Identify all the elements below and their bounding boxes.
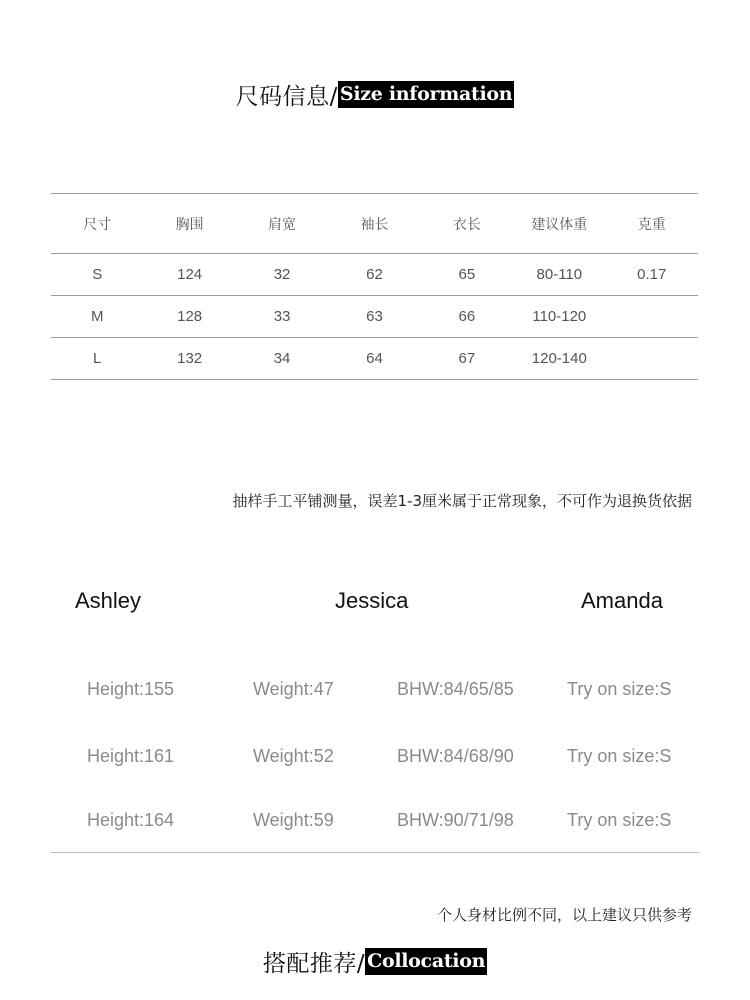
collocation-title-chinese: 搭配推荐/: [262, 951, 366, 977]
table-cell: 63: [328, 296, 420, 338]
model-weight: Weight:52: [253, 746, 334, 766]
table-cell: [606, 338, 698, 380]
collocation-title-english: Collocation: [365, 948, 487, 975]
model-weight: Weight:47: [253, 679, 334, 699]
header-length: 衣长: [421, 194, 513, 254]
model-bhw: BHW:84/68/90: [397, 746, 514, 766]
model-name-ashley: Ashley: [75, 588, 142, 613]
model-try-on-size: Try on size:S: [567, 746, 672, 766]
table-row: [51, 296, 698, 338]
table-cell: 67: [421, 338, 513, 380]
model-weight: Weight:59: [253, 810, 334, 830]
model-name-jessica: Jessica: [335, 588, 409, 613]
model-height: Height:155: [87, 679, 175, 699]
table-cell: 124: [143, 254, 235, 296]
model-bhw: BHW:84/65/85: [397, 679, 514, 699]
size-title-chinese: 尺码信息/: [235, 84, 338, 110]
reference-note: 个人身材比例不同，以上建议只供参考: [436, 906, 692, 924]
table-cell: 0.17: [606, 254, 698, 296]
table-cell: 62: [328, 254, 420, 296]
model-try-on-size: Try on size:S: [567, 679, 672, 699]
table-row: [51, 254, 698, 296]
measurement-note: 抽样手工平铺测量，误差1-3厘米属于正常现象，不可作为退换货依据: [232, 492, 692, 510]
model-bhw: BHW:90/71/98: [397, 810, 514, 830]
section-divider: [51, 852, 700, 853]
header-chest: 胸围: [143, 194, 235, 254]
size-table: [51, 193, 698, 380]
model-name-amanda: Amanda: [581, 588, 663, 613]
table-cell: 33: [236, 296, 328, 338]
header-recommended-weight: 建议体重: [513, 194, 605, 254]
table-cell: S: [51, 254, 143, 296]
size-information-title: [0, 78, 750, 111]
table-cell: L: [51, 338, 143, 380]
table-cell: M: [51, 296, 143, 338]
table-cell: 64: [328, 338, 420, 380]
table-cell: 65: [421, 254, 513, 296]
header-size: 尺寸: [51, 194, 143, 254]
model-height: Height:161: [87, 746, 175, 766]
table-row: [51, 338, 698, 380]
collocation-title: [0, 945, 750, 978]
header-fabric-weight: 克重: [606, 194, 698, 254]
table-cell: [606, 296, 698, 338]
size-title-english: Size information: [338, 81, 514, 108]
table-cell: 128: [143, 296, 235, 338]
model-try-on-size: Try on size:S: [567, 810, 672, 830]
table-cell: 132: [143, 338, 235, 380]
header-sleeve: 袖长: [328, 194, 420, 254]
table-cell: 32: [236, 254, 328, 296]
model-height: Height:164: [87, 810, 175, 830]
table-cell: 120-140: [513, 338, 605, 380]
table-cell: 110-120: [513, 296, 605, 338]
table-cell: 80-110: [513, 254, 605, 296]
size-table-header-row: [51, 194, 698, 254]
table-cell: 66: [421, 296, 513, 338]
table-cell: 34: [236, 338, 328, 380]
header-shoulder: 肩宽: [236, 194, 328, 254]
